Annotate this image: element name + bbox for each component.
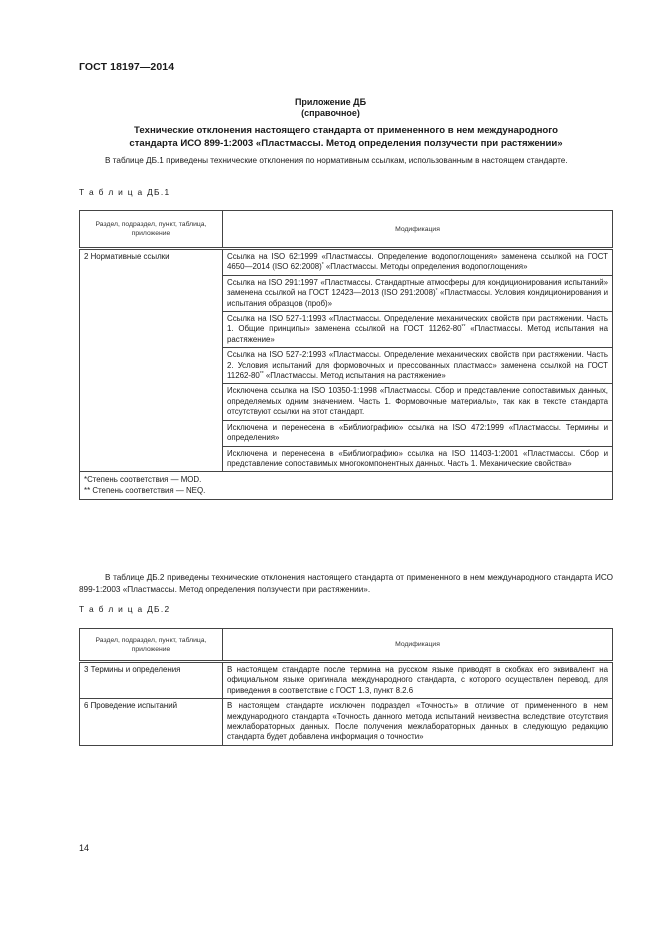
table1-note-neq: ** Степень соответствия — NEQ. [84,485,206,495]
table1-cell-modification: Исключена и перенесена в «Библиографию» ссылка на ISO 11403-1:2001 «Пластмассы. Сбор и представление сопоставимых многокомпонентных данных. Часть 1. Механические свойства» [223,446,613,472]
table-row [80,662,613,699]
table1-cell-modification: Исключена и перенесена в «Библиографию» ссылка на ISO 472:1999 «Пластмассы. Термины и определения» [223,420,613,446]
table2-cell-modification: В настоящем стандарте после термина на русском языке приводят в скобках его эквивалент на официальном языке оригинала международного стандарта, с которого осуществлен перевод, для приведения в соответствие с ГОСТ 1.3, пункт 8.2.6 [223,662,613,699]
table1-header-col1: Раздел, подраздел, пункт, таблица, приложение [80,211,223,249]
table2-section-cell: 6 Проведение испытаний [80,699,223,746]
intro-paragraph-1: В таблице ДБ.1 приведены технические отклонения по нормативным ссылкам, использованным в настоящем стандарте. [105,156,568,165]
table1-notes-row [80,472,613,500]
table-db2 [79,628,613,746]
appendix-title: Приложение ДБ [294,97,367,107]
table1-cell-modification: Ссылка на ISO 291:1997 «Пластмассы. Стандартные атмосферы для кондиционирования испытаний» заменена ссылкой на ГОСТ 12423—2013 (ISO 291:2008)* «Пластмассы. Условия кондиционирования и испытания образцов (проб)» [223,275,613,311]
table1-note-mod: *Степень соответствия — MOD. [84,475,202,485]
document-header: ГОСТ 18197—2014 [79,61,175,73]
section-title-line1: Технические отклонения настоящего стандарта от примененного в нем международного [134,125,558,136]
table2-header-col2: Модификация [223,629,613,662]
section-title-line2: стандарта ИСО 899-1:2003 «Пластмассы. Метод определения ползучести при растяжении» [129,138,563,149]
table2-header-col1: Раздел, подраздел, пункт, таблица, приложение [80,629,223,662]
table-row [80,249,613,276]
table2-section-cell: 3 Термины и определения [80,662,223,699]
intro-paragraph-2: В таблице ДБ.2 приведены технические отклонения настоящего стандарта от примененного в нем международного стандарта ИСО 899-1:2003 «Пластмассы. Метод определения ползучести при растяжении». [79,573,613,594]
table1-section-cell: 2 Нормативные ссылки [80,249,223,472]
table1-cell-modification: Ссылка на ISO 62:1999 «Пластмассы. Определение водопоглощения» заменена ссылкой на ГОСТ 4650—2014 (ISO 62:2008)* «Пластмассы. Методы определения водопоглощения» [223,249,613,276]
page-number: 14 [79,843,90,853]
table2-caption: Т а б л и ц а ДБ.2 [79,604,171,614]
table1-header-col2: Модификация [223,211,613,249]
appendix-note: (справочное) [301,108,360,118]
table1-cell-modification: Ссылка на ISO 527-2:1993 «Пластмассы. Определение механических свойств при растяжении. Часть 2. Условия испытаний для формовочных и прессованных пластмасс» заменена ссылкой на ГОСТ 11262-80** «Пластмассы. Метод испытания на растяжение» [223,348,613,384]
table-db1 [79,210,613,500]
table1-cell-modification: Ссылка на ISO 527-1:1993 «Пластмассы. Определение механических свойств при растяжении. Часть 1. Общие принципы» заменена ссылкой на ГОСТ 11262-80** «Пластмассы. Метод испытания на растяжение» [223,312,613,348]
table2-header-row [80,629,613,662]
table1-caption: Т а б л и ц а ДБ.1 [79,187,171,197]
table1-cell-modification: Исключена ссылка на ISO 10350-1:1998 «Пластмассы. Сбор и представление сопоставимых данных, определяемых одним значением. Часть 1. Формовочные материалы», так как в тексте стандарта отсутствуют ссылки на этот стандарт. [223,384,613,420]
table2-cell-modification: В настоящем стандарте исключен подраздел «Точность» в отличие от примененного в нем международного стандарта «Точность данного метода испытаний неизвестна вследствие отсутствия межлабораторных данных. После получения межлабораторных данных в следующую редакцию стандарта будет добавлена информация о точности» [223,699,613,746]
table1-footnotes [80,472,613,500]
table-row [80,699,613,746]
table1-header-row [80,211,613,249]
